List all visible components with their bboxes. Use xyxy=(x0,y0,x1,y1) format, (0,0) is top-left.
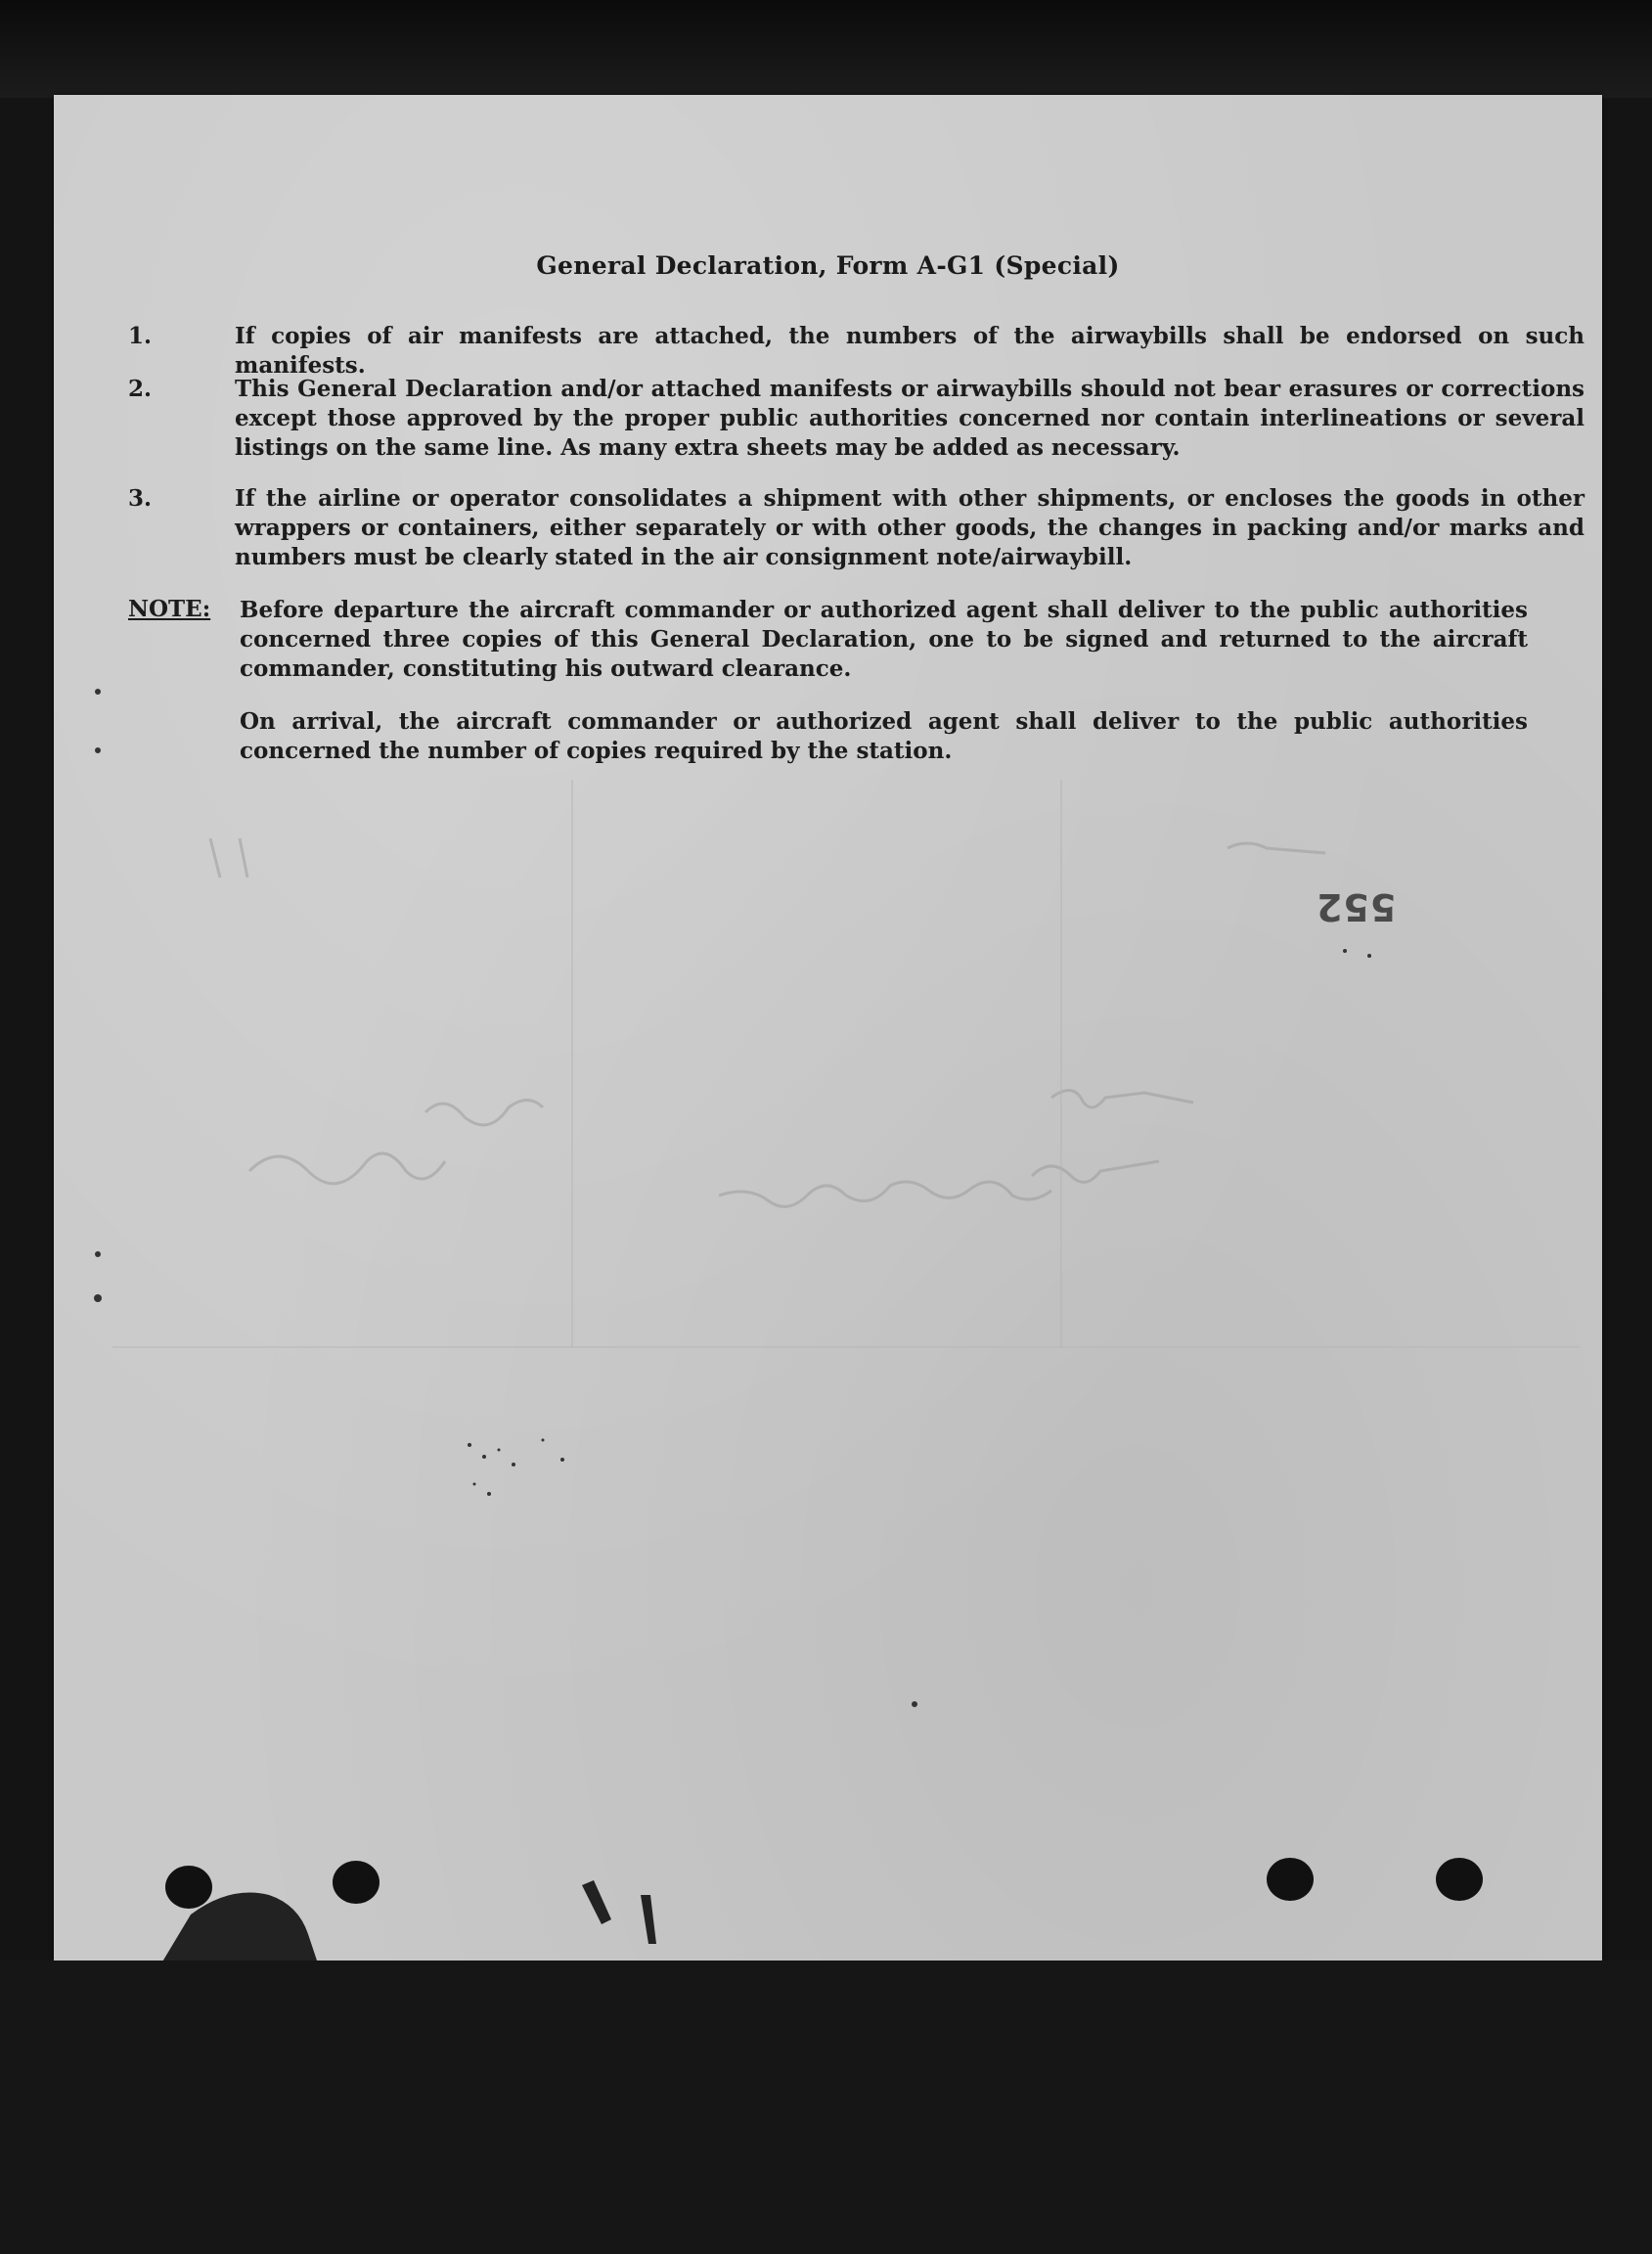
note-paragraph: Before departure the aircraft commander or authorized agent shall deliver to the public authorities concerned three copies of this General Declaration, one to be signed and returned to the aircraft commander, constituting his outward clearance. xyxy=(240,597,1528,682)
item-number: 3. xyxy=(128,485,153,512)
punch-hole xyxy=(165,1866,212,1909)
scan-border xyxy=(0,1961,1652,2254)
item-number: 2. xyxy=(128,376,153,402)
item-text: This General Declaration and/or attached manifests or airwaybills should not bear erasures or corrections except those approved by the proper public authorities concerned nor contain interlineations or several listings on the same line. As many extra sheets may be added as necessary. xyxy=(235,376,1585,461)
note-label: NOTE: xyxy=(128,596,211,622)
document-title: General Declaration, Form A-G1 (Special) xyxy=(536,251,1120,280)
document-page xyxy=(54,95,1602,1961)
item-text: If the airline or operator consolidates a shipment with other shipments, or encloses the goods in other wrappers or containers, either separately or with other goods, the changes in packing and/or marks and numbers must be clearly stated in the air consignment note/airwaybill. xyxy=(235,485,1585,570)
item-number: 1. xyxy=(128,323,153,349)
punch-hole xyxy=(1436,1858,1483,1901)
punch-hole xyxy=(333,1861,380,1904)
stamp-number: 552 xyxy=(1316,885,1397,928)
scan-border xyxy=(0,0,1652,98)
punch-hole xyxy=(1267,1858,1314,1901)
item-text: If copies of air manifests are attached, the numbers of the airwaybills shall be endorsed on such manifests. xyxy=(235,323,1585,379)
note-paragraph: On arrival, the aircraft commander or authorized agent shall deliver to the public authorities concerned the number of copies required by the station. xyxy=(240,708,1528,764)
